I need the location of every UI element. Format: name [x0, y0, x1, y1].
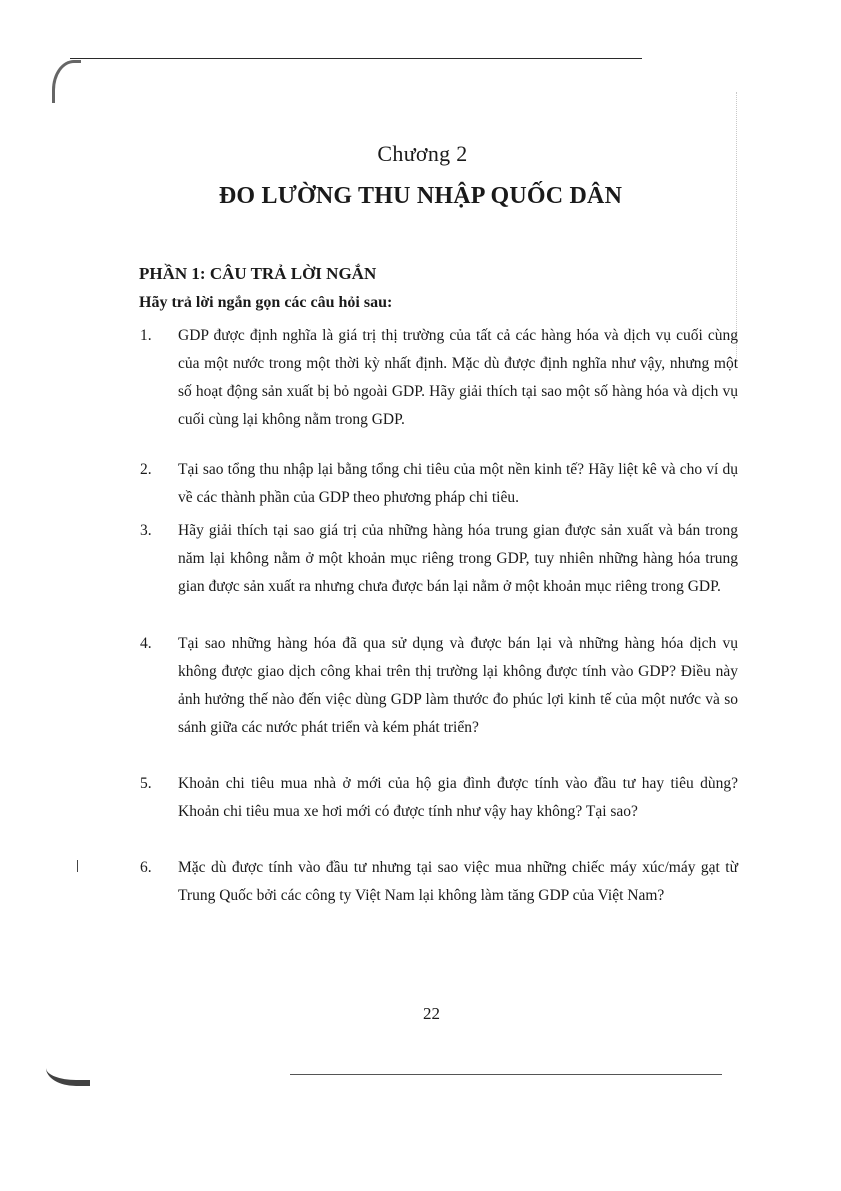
footer-rule	[290, 1074, 722, 1075]
question-number: 6.	[140, 859, 152, 876]
section-heading: PHẦN 1: CÂU TRẢ LỜI NGẮN	[139, 264, 377, 283]
chapter-title: ĐO LƯỜNG THU NHẬP QUỐC DÂN	[218, 183, 623, 209]
question-text: Mặc dù được tính vào đầu tư nhưng tại sao việc mua những chiếc máy xúc/máy gạt từ Trung Quốc bởi các công ty Việt Nam lại không làm tăng GDP của Việt Nam?	[178, 859, 738, 904]
question-number: 3.	[140, 522, 152, 539]
question-number: 1.	[140, 327, 152, 344]
question-number: 4.	[140, 635, 152, 652]
question-text: Tại sao tổng thu nhập lại bằng tổng chi tiêu của một nền kinh tế? Hãy liệt kê và cho ví dụ về các thành phần của GDP theo phương pháp chi tiêu.	[178, 461, 738, 506]
question-number: 5.	[140, 775, 152, 792]
chapter-label: Chương 2	[377, 141, 468, 166]
section-instruction: Hãy trả lời ngắn gọn các câu hỏi sau:	[139, 294, 393, 311]
question-text: Tại sao những hàng hóa đã qua sử dụng và được bán lại và những hàng hóa dịch vụ không được giao dịch công khai trên thị trường lại không được tính vào GDP? Điều này ảnh hưởng thế nào đến việc dùng GDP làm thước đo phúc lợi kinh tế của một nước và so sánh giữa các nước phát triển và kém phát triển?	[178, 635, 738, 736]
page-number: 22	[423, 1004, 440, 1023]
scan-corner-mark	[52, 60, 81, 103]
scan-corner-shadow	[46, 1058, 90, 1086]
header-rule	[70, 58, 642, 59]
question-text: Khoản chi tiêu mua nhà ở mới của hộ gia đình được tính vào đầu tư hay tiêu dùng? Khoản chi tiêu mua xe hơi mới có được tính như vậy hay không? Tại sao?	[178, 775, 738, 820]
question-text: Hãy giải thích tại sao giá trị của những hàng hóa trung gian được sản xuất và bán trong năm lại không nằm ở một khoản mục riêng trong GDP, tuy nhiên những hàng hóa trung gian được sản xuất ra nhưng chưa được bán lại nằm ở một khoản mục riêng trong GDP.	[178, 522, 738, 595]
question-number: 2.	[140, 461, 152, 478]
scan-margin-tick	[77, 860, 78, 872]
question-text: GDP được định nghĩa là giá trị thị trường của tất cả các hàng hóa và dịch vụ cuối cùng của một nước trong một thời kỳ nhất định. Mặc dù được định nghĩa như vậy, nhưng một số hoạt động sản xuất bị bỏ ngoài GDP. Hãy giải thích tại sao một số hàng hóa và dịch vụ cuối cùng lại không nằm trong GDP.	[178, 327, 738, 428]
